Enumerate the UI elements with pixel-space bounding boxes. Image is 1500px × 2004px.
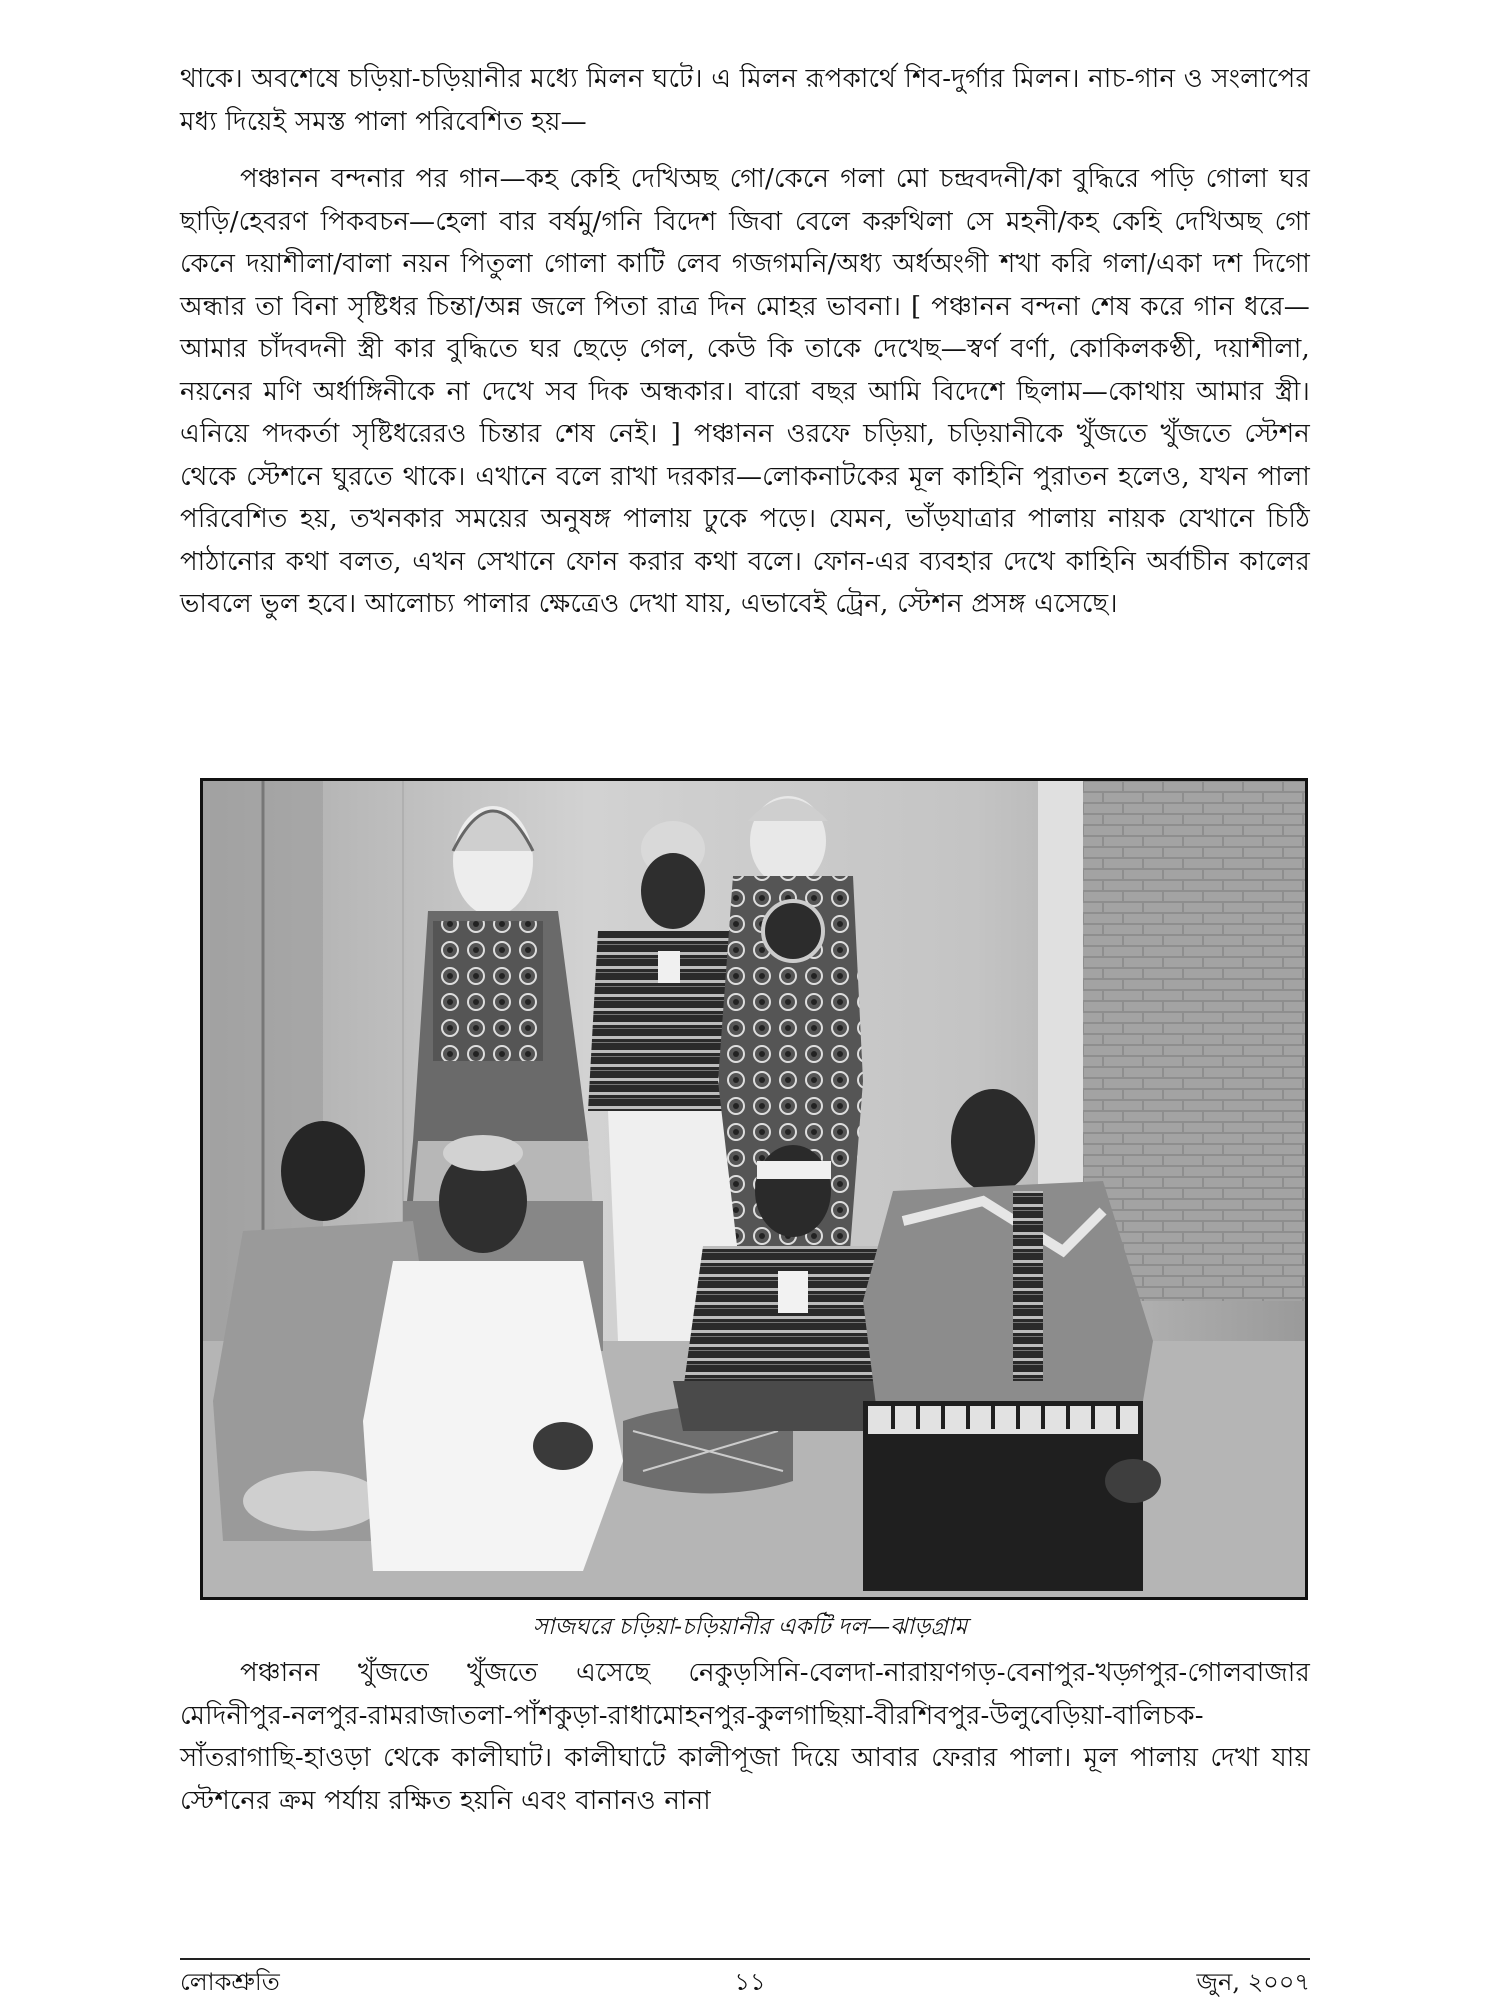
paragraph-intro: থাকে। অবশেষে চড়িয়া-চড়িয়ানীর মধ্যে মিলন ঘটে। এ মিলন রূপকার্থে শিব-দুর্গার মিলন। নাচ-গান ও সংলাপের মধ্য দিয়েই সমস্ত পালা পরিবেশিত হয়— xyxy=(180,64,1310,137)
journal-name: লোকশ্রুতি xyxy=(180,1968,280,1996)
footer-divider xyxy=(180,1958,1310,1960)
paragraph-song: পঞ্চানন বন্দনার পর গান—কহ কেহি দেখিঅছ গো/কেনে গলা মো চন্দ্রবদনী/কা বুদ্ধিরে পড়ি গোলা ঘর ছাড়ি/হেবরণ পিকবচন—হেলা বার বর্ষমু/গনি বিদেশ জিবা বেলে করুথিলা সে মহনী/কহ কেহি দেখিঅছ গো কেনে দয়াশীলা/বালা নয়ন পিতুলা গোলা কাটি লেব গজগমনি/অধ্য অর্ধঅংগী শখা করি গলা/একা দশ দিগো অন্ধার তা বিনা সৃষ্টিধর চিন্তা/অন্ন জলে পিতা রাত্র দিন মোহর ভাবনা। [ পঞ্চানন বন্দনা শেষ করে গান ধরে—আমার চাঁদবদনী স্ত্রী কার বুদ্ধিতে ঘর ছেড়ে গেল, কেউ কি তাকে দেখেছ—স্বর্ণ বর্ণা, কোকিলকণ্ঠী, দয়াশীলা, নয়নের মণি অর্ধাঙ্গিনীকে না দেখে সব দিক অন্ধকার। বারো বছর আমি বিদেশে ছিলাম—কোথায় আমার স্ত্রী। এনিয়ে পদকর্তা সৃষ্টিধরেরও চিন্তার শেষ নেই। ] পঞ্চানন ওরফে চড়িয়া, চড়িয়ানীকে খুঁজতে খুঁজতে স্টেশন থেকে স্টেশনে ঘুরতে থাকে। এখানে বলে রাখা দরকার—লোকনাটকের মূল কাহিনি পুরাতন হলেও, যখন পালা পরিবেশিত হয়, তখনকার সময়ের অনুষঙ্গ পালায় ঢুকে পড়ে। যেমন, ভাঁড়যাত্রার পালায় নায়ক যেখানে চিঠি পাঠানোর কথা বলত, এখন সেখানে ফোন করার কথা বলে। ফোন-এর ব্যবহার দেখে কাহিনি অর্বাচীন কালের ভাবলে ভুল হবে। আলোচ্য পালার ক্ষেত্রেও দেখা যায়, এভাবেই ট্রেন, স্টেশন প্রসঙ্গ এসেছে। xyxy=(180,164,1310,619)
group-photo-image xyxy=(203,781,1305,1597)
paragraph-stations: পঞ্চানন খুঁজতে খুঁজতে এসেছে নেকুড়সিনি-বেলদা-নারায়ণগড়-বেনাপুর-খড়্গপুর-গোলবাজার মেদিনীপুর-নলপুর-রামরাজাতলা-পাঁশকুড়া-রাধামোহনপুর-কুলগাছিয়া-বীরশিবপুর-উলুবেড়িয়া-বালিচক-সাঁতরাগাছি-হাওড়া থেকে কালীঘাট। কালীঘাটে কালীপূজা দিয়ে আবার ফেরার পালা। মূল পালায় দেখা যায় স্টেশনের ক্রম পর্যায় রক্ষিত হয়নি এবং বানানও নানা xyxy=(180,1658,1310,1816)
group-photo xyxy=(200,778,1308,1600)
photo-caption: সাজঘরে চড়িয়া-চড়িয়ানীর একটি দল—ঝাড়গ্রাম xyxy=(532,1614,968,1640)
page-number: ১১ xyxy=(734,1968,766,1996)
issue-date: জুন, ২০০৭ xyxy=(1196,1968,1310,1996)
